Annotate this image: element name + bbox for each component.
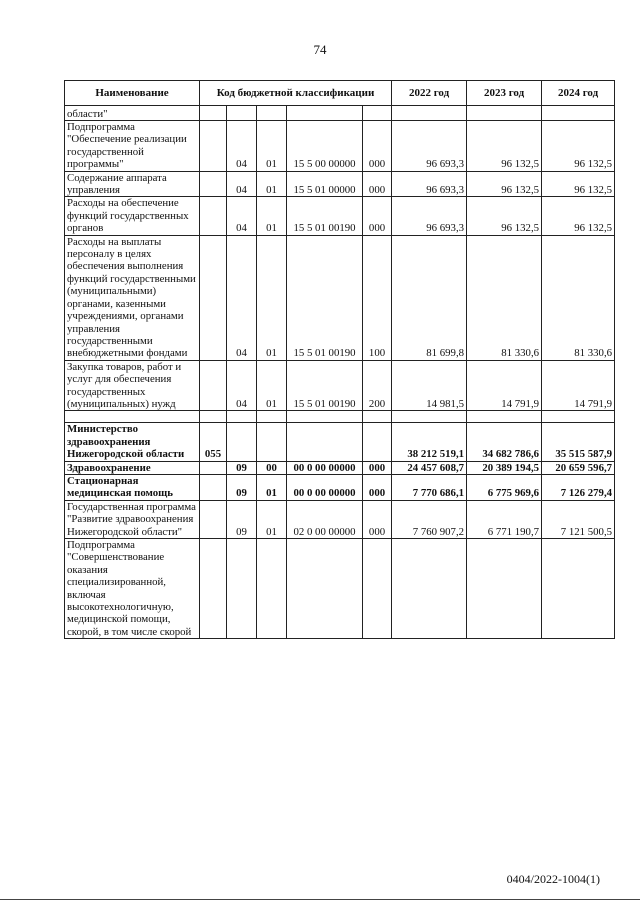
cell-value-2023: 6 771 190,7 — [467, 500, 542, 538]
cell-code-ministry: 055 — [200, 423, 227, 461]
cell-value-2024: 14 791,9 — [542, 360, 615, 411]
table-row — [65, 461, 615, 474]
cell-code-ministry — [200, 121, 227, 172]
cell-name: Здравоохранение — [65, 461, 200, 474]
cell-code-subsection — [257, 539, 287, 639]
cell-code-expense-type: 100 — [363, 235, 392, 360]
table-row — [65, 474, 615, 500]
cell-value-2024 — [542, 106, 615, 121]
cell-code-subsection: 01 — [257, 360, 287, 411]
cell-name: Содержание аппарата управления — [65, 171, 200, 197]
cell-name: Расходы на обеспечение функций государственных органов — [65, 197, 200, 235]
cell-code-section — [227, 411, 257, 423]
cell-code-section — [227, 106, 257, 121]
cell-code-section: 04 — [227, 235, 257, 360]
cell-code-subsection: 01 — [257, 121, 287, 172]
cell-code-target: 15 5 01 00190 — [287, 360, 363, 411]
cell-value-2023: 81 330,6 — [467, 235, 542, 360]
cell-value-2023: 96 132,5 — [467, 121, 542, 172]
cell-name: Закупка товаров, работ и услуг для обеспечения государственных (муниципальных) нужд — [65, 360, 200, 411]
cell-value-2024: 35 515 587,9 — [542, 423, 615, 461]
cell-code-target — [287, 106, 363, 121]
table-row — [65, 500, 615, 538]
cell-name: Государственная программа "Развитие здравоохранения Нижегородской области" — [65, 500, 200, 538]
cell-code-ministry — [200, 539, 227, 639]
cell-value-2024: 20 659 596,7 — [542, 461, 615, 474]
cell-code-section: 09 — [227, 500, 257, 538]
cell-value-2024: 7 126 279,4 — [542, 474, 615, 500]
cell-value-2023: 6 775 969,6 — [467, 474, 542, 500]
cell-code-ministry — [200, 360, 227, 411]
cell-code-expense-type: 200 — [363, 360, 392, 411]
table-row — [65, 360, 615, 411]
cell-value-2022 — [392, 539, 467, 639]
cell-name: Расходы на выплаты персоналу в целях обеспечения выполнения функций государственными (муниципальными) органами, казенными учреждениями, органами управления государственными внебюджетными фондами — [65, 235, 200, 360]
table-spacer-row — [65, 411, 615, 423]
cell-value-2022: 24 457 608,7 — [392, 461, 467, 474]
cell-value-2023: 96 132,5 — [467, 197, 542, 235]
cell-value-2023 — [467, 106, 542, 121]
cell-code-section: 09 — [227, 474, 257, 500]
cell-code-section: 09 — [227, 461, 257, 474]
cell-value-2022: 7 770 686,1 — [392, 474, 467, 500]
cell-value-2023 — [467, 411, 542, 423]
cell-value-2023: 96 132,5 — [467, 171, 542, 197]
cell-code-expense-type: 000 — [363, 197, 392, 235]
cell-value-2022: 38 212 519,1 — [392, 423, 467, 461]
table-header-row — [65, 81, 615, 106]
cell-code-section — [227, 539, 257, 639]
cell-code-expense-type — [363, 411, 392, 423]
cell-code-expense-type — [363, 423, 392, 461]
cell-code-subsection: 01 — [257, 474, 287, 500]
cell-code-target — [287, 423, 363, 461]
cell-code-section: 04 — [227, 171, 257, 197]
cell-value-2024 — [542, 411, 615, 423]
cell-code-subsection: 01 — [257, 171, 287, 197]
cell-code-target: 15 5 01 00190 — [287, 197, 363, 235]
cell-code-subsection — [257, 106, 287, 121]
cell-code-ministry — [200, 500, 227, 538]
header-code: Код бюджетной классификации — [200, 81, 392, 106]
cell-value-2023 — [467, 539, 542, 639]
table-row — [65, 539, 615, 639]
page-number: 74 — [313, 42, 327, 57]
cell-code-ministry — [200, 197, 227, 235]
table-row — [65, 235, 615, 360]
cell-code-expense-type: 000 — [363, 121, 392, 172]
table-row — [65, 197, 615, 235]
cell-code-expense-type: 000 — [363, 461, 392, 474]
footer-divider — [0, 899, 640, 901]
cell-code-ministry — [200, 474, 227, 500]
header-2024: 2024 год — [542, 81, 615, 106]
document-code: 0404/2022-1004(1) — [506, 872, 600, 886]
cell-value-2022: 14 981,5 — [392, 360, 467, 411]
cell-code-section: 04 — [227, 197, 257, 235]
table-row — [65, 423, 615, 461]
cell-code-subsection: 00 — [257, 461, 287, 474]
cell-code-section: 04 — [227, 121, 257, 172]
cell-value-2024 — [542, 539, 615, 639]
cell-name — [65, 411, 200, 423]
cell-value-2022 — [392, 106, 467, 121]
cell-code-subsection: 01 — [257, 235, 287, 360]
cell-value-2022: 81 699,8 — [392, 235, 467, 360]
cell-code-ministry — [200, 411, 227, 423]
cell-name: Подпрограмма "Обеспечение реализации государственной программы" — [65, 121, 200, 172]
cell-value-2022: 96 693,3 — [392, 197, 467, 235]
cell-value-2024: 96 132,5 — [542, 171, 615, 197]
cell-code-ministry — [200, 461, 227, 474]
cell-value-2023: 34 682 786,6 — [467, 423, 542, 461]
cell-name: Министерство здравоохранения Нижегородской области — [65, 423, 200, 461]
cell-value-2024: 81 330,6 — [542, 235, 615, 360]
header-2022: 2022 год — [392, 81, 467, 106]
cell-code-target: 00 0 00 00000 — [287, 461, 363, 474]
cell-value-2022 — [392, 411, 467, 423]
table-body — [65, 106, 615, 639]
header-name: Наименование — [65, 81, 200, 106]
cell-code-section — [227, 423, 257, 461]
cell-value-2024: 96 132,5 — [542, 121, 615, 172]
cell-code-target: 00 0 00 00000 — [287, 474, 363, 500]
cell-code-ministry — [200, 171, 227, 197]
cell-value-2023: 14 791,9 — [467, 360, 542, 411]
cell-code-target: 15 5 00 00000 — [287, 121, 363, 172]
cell-code-ministry — [200, 235, 227, 360]
cell-code-subsection: 01 — [257, 500, 287, 538]
header-2023: 2023 год — [467, 81, 542, 106]
table-row — [65, 171, 615, 197]
cell-code-subsection — [257, 411, 287, 423]
cell-code-ministry — [200, 106, 227, 121]
cell-value-2024: 96 132,5 — [542, 197, 615, 235]
cell-value-2022: 96 693,3 — [392, 171, 467, 197]
cell-code-expense-type — [363, 106, 392, 121]
cell-code-target: 15 5 01 00000 — [287, 171, 363, 197]
cell-code-expense-type: 000 — [363, 500, 392, 538]
cell-code-expense-type — [363, 539, 392, 639]
cell-code-subsection — [257, 423, 287, 461]
cell-code-expense-type: 000 — [363, 171, 392, 197]
cell-code-target — [287, 411, 363, 423]
cell-code-target: 02 0 00 00000 — [287, 500, 363, 538]
cell-code-subsection: 01 — [257, 197, 287, 235]
cell-code-target — [287, 539, 363, 639]
cell-name: Стационарная медицинская помощь — [65, 474, 200, 500]
cell-name: области" — [65, 106, 200, 121]
cell-value-2024: 7 121 500,5 — [542, 500, 615, 538]
table-row — [65, 121, 615, 172]
table-row — [65, 106, 615, 121]
cell-name: Подпрограмма "Совершенствование оказания специализированной, включая высокотехнологичную, медицинской помощи, скорой, в том числе скорой — [65, 539, 200, 639]
cell-value-2023: 20 389 194,5 — [467, 461, 542, 474]
cell-code-expense-type: 000 — [363, 474, 392, 500]
cell-value-2022: 7 760 907,2 — [392, 500, 467, 538]
cell-code-section: 04 — [227, 360, 257, 411]
budget-table — [64, 80, 615, 639]
cell-code-target: 15 5 01 00190 — [287, 235, 363, 360]
cell-value-2022: 96 693,3 — [392, 121, 467, 172]
